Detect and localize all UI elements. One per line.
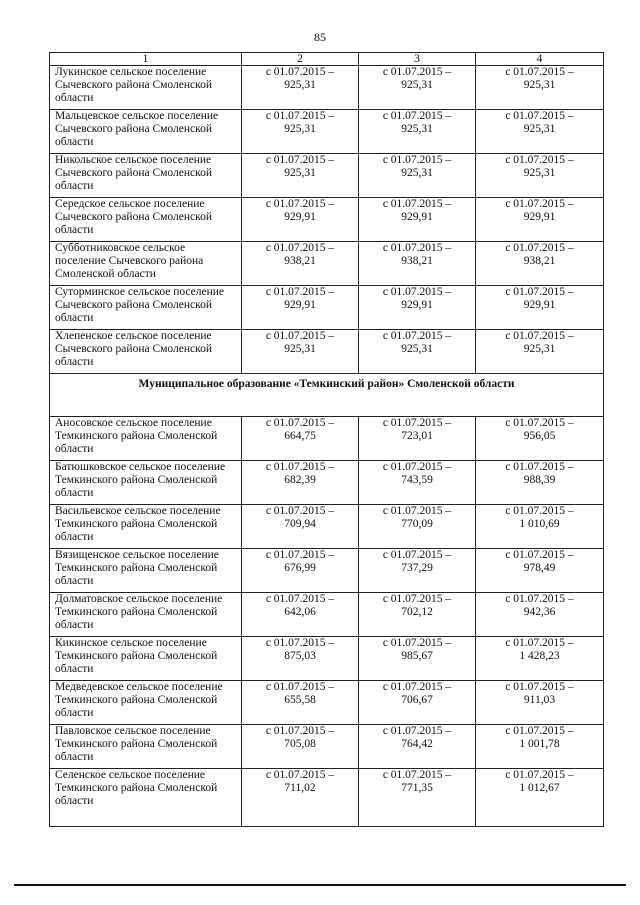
- tariff-cell: [242, 417, 359, 461]
- tariff-date: с 01.07.2015 –: [505, 286, 574, 298]
- tariff-cell: [476, 725, 604, 769]
- tariff-date: с 01.07.2015 –: [265, 769, 335, 781]
- tariff-cell: [359, 417, 476, 461]
- table-row: [50, 681, 604, 725]
- table-row: [50, 110, 604, 154]
- tariff-date: с 01.07.2015 –: [265, 461, 335, 473]
- settlement-name: Субботниковское сельское поселение Сычевского района Смоленской области: [50, 242, 242, 286]
- settlement-name: Вязищенское сельское поселение Темкинского района Смоленской области: [50, 549, 242, 593]
- tariff-value: 929,91: [284, 299, 316, 311]
- section-title: Муниципальное образование «Темкинский район» Смоленской области: [50, 374, 604, 417]
- tariff-date: с 01.07.2015 –: [382, 286, 452, 298]
- settlement-name: Селенское сельское поселение Темкинского района Смоленской области: [50, 769, 242, 827]
- tariff-cell: [476, 593, 604, 637]
- tariff-date: с 01.07.2015 –: [505, 417, 574, 429]
- table-row: [50, 637, 604, 681]
- tariff-value: 925,31: [284, 123, 316, 135]
- tariff-cell: [476, 242, 604, 286]
- tariff-value: 925,31: [523, 167, 556, 179]
- column-header: 2: [242, 53, 359, 66]
- tariff-value: 985,67: [401, 650, 433, 662]
- tariff-value: 1 012,67: [519, 782, 560, 794]
- tariff-cell: [359, 286, 476, 330]
- tariff-date: с 01.07.2015 –: [382, 769, 452, 781]
- tariff-date: с 01.07.2015 –: [505, 461, 574, 473]
- table-header-row: [50, 53, 604, 66]
- tariff-date: с 01.07.2015 –: [265, 286, 335, 298]
- tariff-value: 925,31: [284, 79, 316, 91]
- tariff-value: 925,31: [523, 123, 556, 135]
- tariff-value: 929,91: [523, 211, 556, 223]
- tariff-cell: [359, 242, 476, 286]
- table-row: [50, 725, 604, 769]
- table-row: [50, 461, 604, 505]
- tariff-cell: [476, 110, 604, 154]
- tariff-cell: [242, 549, 359, 593]
- tariff-cell: [242, 637, 359, 681]
- tariff-value: 737,29: [401, 562, 433, 574]
- tariff-cell: [242, 505, 359, 549]
- tariff-date: с 01.07.2015 –: [382, 549, 452, 561]
- tariff-value: 723,01: [401, 430, 433, 442]
- tariff-value: 956,05: [523, 430, 556, 442]
- table-row: [50, 593, 604, 637]
- tariff-value: 771,35: [401, 782, 433, 794]
- settlement-name: Лукинское сельское поселение Сычевского района Смоленской области: [50, 66, 242, 110]
- tariff-value: 988,39: [523, 474, 556, 486]
- tariff-cell: [476, 461, 604, 505]
- tariff-date: с 01.07.2015 –: [382, 110, 452, 122]
- tariff-date: с 01.07.2015 –: [382, 242, 452, 254]
- tariff-value: 929,91: [523, 299, 556, 311]
- settlement-name: Суторминское сельское поселение Сычевского района Смоленской области: [50, 286, 242, 330]
- tariff-date: с 01.07.2015 –: [505, 637, 574, 649]
- table-row: [50, 242, 604, 286]
- tariff-value: 925,31: [401, 123, 433, 135]
- tariff-date: с 01.07.2015 –: [505, 681, 574, 693]
- tariff-cell: [359, 725, 476, 769]
- tariff-date: с 01.07.2015 –: [382, 637, 452, 649]
- tariff-value: 655,58: [284, 694, 316, 706]
- tariff-value: 929,91: [401, 299, 433, 311]
- tariff-date: с 01.07.2015 –: [505, 769, 574, 781]
- tariff-cell: [476, 417, 604, 461]
- settlement-name: Никольское сельское поселение Сычевского района Смоленской области: [50, 154, 242, 198]
- settlement-name: Хлепенское сельское поселение Сычевского района Смоленской области: [50, 330, 242, 374]
- tariff-date: с 01.07.2015 –: [265, 66, 335, 78]
- tariff-cell: [359, 198, 476, 242]
- tariff-cell: [359, 66, 476, 110]
- tariff-date: с 01.07.2015 –: [382, 330, 452, 342]
- column-header: 4: [476, 53, 604, 66]
- tariff-cell: [359, 549, 476, 593]
- tariff-date: с 01.07.2015 –: [265, 154, 335, 166]
- tariff-date: с 01.07.2015 –: [382, 593, 452, 605]
- settlement-name: Кикинское сельское поселение Темкинского района Смоленской области: [50, 637, 242, 681]
- tariff-value: 875,03: [284, 650, 316, 662]
- table-row: [50, 154, 604, 198]
- table-row: [50, 769, 604, 827]
- tariff-cell: [476, 769, 604, 827]
- tariff-cell: [476, 198, 604, 242]
- tariff-cell: [242, 461, 359, 505]
- tariff-value: 705,08: [284, 738, 316, 750]
- tariff-cell: [476, 330, 604, 374]
- tariff-value: 925,31: [401, 79, 433, 91]
- tariff-value: 925,31: [284, 343, 316, 355]
- tariff-cell: [359, 593, 476, 637]
- tariff-value: 978,49: [523, 562, 556, 574]
- table-row: [50, 417, 604, 461]
- tariff-cell: [476, 154, 604, 198]
- tariff-date: с 01.07.2015 –: [265, 725, 335, 737]
- tariff-date: с 01.07.2015 –: [265, 593, 335, 605]
- tariff-cell: [242, 725, 359, 769]
- tariff-date: с 01.07.2015 –: [505, 330, 574, 342]
- table-row: [50, 549, 604, 593]
- tariff-cell: [242, 154, 359, 198]
- tariff-cell: [242, 769, 359, 827]
- table-row: [50, 330, 604, 374]
- tariff-cell: [242, 593, 359, 637]
- tariff-date: с 01.07.2015 –: [382, 725, 452, 737]
- tariff-value: 1 010,69: [519, 518, 560, 530]
- settlement-name: Медведевское сельское поселение Темкинского района Смоленской области: [50, 681, 242, 725]
- tariff-cell: [242, 681, 359, 725]
- settlement-name: Васильевское сельское поселение Темкинского района Смоленской области: [50, 505, 242, 549]
- table-row: [50, 66, 604, 110]
- tariff-date: с 01.07.2015 –: [505, 505, 574, 517]
- tariff-cell: [476, 681, 604, 725]
- tariff-value: 743,59: [401, 474, 433, 486]
- settlement-name: Павловское сельское поселение Темкинского района Смоленской области: [50, 725, 242, 769]
- tariff-date: с 01.07.2015 –: [505, 66, 574, 78]
- tariff-date: с 01.07.2015 –: [505, 154, 574, 166]
- tariff-cell: [242, 110, 359, 154]
- footer-rule: [14, 884, 626, 886]
- tariff-cell: [359, 110, 476, 154]
- tariff-date: с 01.07.2015 –: [382, 461, 452, 473]
- tariff-value: 676,99: [284, 562, 316, 574]
- table-row: [50, 198, 604, 242]
- table-body: [50, 53, 604, 827]
- tariff-cell: [476, 66, 604, 110]
- tariff-date: с 01.07.2015 –: [265, 330, 335, 342]
- tariff-date: с 01.07.2015 –: [382, 66, 452, 78]
- tariff-value: 925,31: [284, 167, 316, 179]
- tariff-date: с 01.07.2015 –: [382, 198, 452, 210]
- tariff-cell: [359, 769, 476, 827]
- tariff-date: с 01.07.2015 –: [265, 110, 335, 122]
- tariff-cell: [242, 242, 359, 286]
- settlement-name: Аносовское сельское поселение Темкинского района Смоленской области: [50, 417, 242, 461]
- column-header: 1: [50, 53, 242, 66]
- tariff-value: 925,31: [523, 79, 556, 91]
- settlement-name: Батюшковское сельское поселение Темкинского района Смоленской области: [50, 461, 242, 505]
- tariff-date: с 01.07.2015 –: [382, 681, 452, 693]
- settlement-name: Середское сельское поселение Сычевского района Смоленской области: [50, 198, 242, 242]
- tariff-value: 711,02: [284, 782, 316, 794]
- tariff-value: 1 001,78: [519, 738, 560, 750]
- tariff-cell: [476, 637, 604, 681]
- tariff-date: с 01.07.2015 –: [265, 681, 335, 693]
- tariff-value: 709,94: [284, 518, 316, 530]
- tariff-value: 702,12: [401, 606, 433, 618]
- tariff-value: 706,67: [401, 694, 433, 706]
- settlement-name: Мальцевское сельское поселение Сычевского района Смоленской области: [50, 110, 242, 154]
- tariff-date: с 01.07.2015 –: [505, 549, 574, 561]
- tariff-table: [49, 52, 604, 827]
- page-number: 85: [314, 30, 326, 44]
- tariff-value: 911,03: [523, 694, 556, 706]
- tariff-value: 682,39: [284, 474, 316, 486]
- tariff-value: 925,31: [401, 167, 433, 179]
- tariff-cell: [242, 66, 359, 110]
- tariff-date: с 01.07.2015 –: [505, 198, 574, 210]
- tariff-cell: [476, 505, 604, 549]
- tariff-cell: [359, 330, 476, 374]
- tariff-cell: [476, 286, 604, 330]
- tariff-date: с 01.07.2015 –: [265, 505, 335, 517]
- tariff-date: с 01.07.2015 –: [505, 725, 574, 737]
- table-row: [50, 505, 604, 549]
- settlement-name: Долматовское сельское поселение Темкинского района Смоленской области: [50, 593, 242, 637]
- column-header: 3: [359, 53, 476, 66]
- section-row: [50, 374, 604, 417]
- tariff-date: с 01.07.2015 –: [382, 154, 452, 166]
- tariff-cell: [359, 505, 476, 549]
- tariff-value: 664,75: [284, 430, 316, 442]
- tariff-cell: [359, 154, 476, 198]
- tariff-date: с 01.07.2015 –: [382, 505, 452, 517]
- tariff-value: 938,21: [284, 255, 316, 267]
- tariff-date: с 01.07.2015 –: [505, 593, 574, 605]
- tariff-cell: [359, 461, 476, 505]
- tariff-date: с 01.07.2015 –: [505, 110, 574, 122]
- tariff-date: с 01.07.2015 –: [265, 242, 335, 254]
- tariff-cell: [476, 549, 604, 593]
- tariff-cell: [242, 286, 359, 330]
- tariff-date: с 01.07.2015 –: [505, 242, 574, 254]
- tariff-value: 929,91: [401, 211, 433, 223]
- tariff-value: 925,31: [523, 343, 556, 355]
- tariff-value: 942,36: [523, 606, 556, 618]
- tariff-date: с 01.07.2015 –: [265, 637, 335, 649]
- tariff-date: с 01.07.2015 –: [265, 417, 335, 429]
- tariff-date: с 01.07.2015 –: [265, 549, 335, 561]
- tariff-cell: [242, 330, 359, 374]
- tariff-date: с 01.07.2015 –: [265, 198, 335, 210]
- tariff-value: 1 428,23: [519, 650, 560, 662]
- tariff-value: 938,21: [401, 255, 433, 267]
- tariff-value: 764,42: [401, 738, 433, 750]
- tariff-date: с 01.07.2015 –: [382, 417, 452, 429]
- tariff-value: 938,21: [523, 255, 556, 267]
- tariff-value: 642,06: [284, 606, 316, 618]
- tariff-cell: [359, 681, 476, 725]
- tariff-cell: [242, 198, 359, 242]
- tariff-value: 929,91: [284, 211, 316, 223]
- tariff-value: 770,09: [401, 518, 433, 530]
- tariff-value: 925,31: [401, 343, 433, 355]
- tariff-cell: [359, 637, 476, 681]
- table-row: [50, 286, 604, 330]
